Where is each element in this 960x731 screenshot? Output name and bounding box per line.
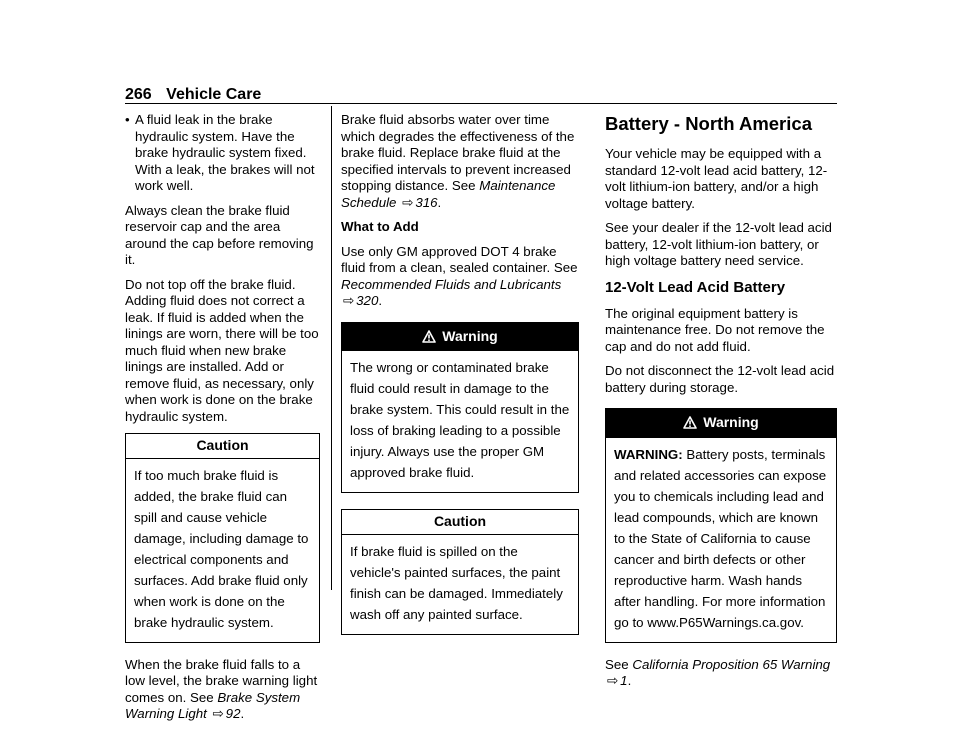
warning-box: [341, 322, 579, 494]
caution-body: If brake fluid is spilled on the vehicle's painted surfaces, the paint finish can be damaged. Immediately wash off any painted surface.: [350, 543, 563, 622]
warning-header: [606, 409, 836, 438]
paragraph-text: Use only GM approved DOT 4 brake fluid from a clean, sealed container. See: [341, 243, 578, 275]
paragraph-text: Brake fluid absorbs water over time which degrades the effectiveness of the brake fluid. Replace brake fluid at the specified intervals to prevent increased stopping distance. See: [341, 112, 575, 193]
caution-box: [341, 509, 579, 635]
xref-link-prop65[interactable]: California Proposition 65 Warning: [632, 656, 831, 672]
page-ref-arrow-icon: ⇨: [343, 293, 355, 308]
warning-triangle-icon: [683, 416, 697, 433]
paragraph-see-prop65: [605, 657, 837, 690]
warning-triangle-icon: [422, 330, 436, 347]
bullet-text: A fluid leak in the brake hydraulic system. Have the brake hydraulic system fixed. With a leak, the brakes will not work well.: [135, 112, 315, 193]
xref-link-maintenance-schedule[interactable]: Maintenance Schedule: [341, 178, 556, 210]
xref-page[interactable]: 92: [225, 706, 241, 721]
warning-label: WARNING:: [614, 446, 683, 462]
paragraph-text: When the brake fluid falls to a low level, the brake warning light comes on. See: [125, 656, 318, 705]
subheading-lead-acid: 12-Volt Lead Acid Battery: [605, 278, 786, 296]
warning-body: The wrong or contaminated brake fluid could result in damage to the brake system. This could result in the loss of braking leading to a possible injury. Always use the proper GM approved brake fluid.: [350, 360, 570, 480]
paragraph-reservoir-cap: Always clean the brake fluid reservoir cap and the area around the cap before removing it.: [125, 202, 314, 267]
caution-box: [125, 433, 320, 643]
page-ref-arrow-icon: ⇨: [212, 706, 224, 721]
warning-text: Battery posts, terminals and related accessories can expose you to chemicals including lead and lead compounds, which are known to the State of California to cause cancer and birth defects or other reproductive harm. Wash hands after handling. For more information go to www.P65Warnings.ca.gov.: [614, 446, 827, 630]
paragraph-text: See: [605, 656, 633, 672]
warning-header: [342, 323, 578, 352]
xref-page[interactable]: 320: [356, 293, 379, 308]
section-heading-battery: Battery - North America: [605, 113, 812, 134]
paragraph-battery-types: Your vehicle may be equipped with a standard 12-volt lead acid battery, 12-volt lithium-ion battery, and/or a high voltage battery.: [605, 146, 828, 211]
section-title: Vehicle Care: [166, 86, 262, 103]
sentence-end: .: [240, 706, 245, 721]
header-rule: [125, 103, 837, 104]
paragraph-storage: Do not disconnect the 12-volt lead acid battery during storage.: [605, 363, 835, 395]
xref-page[interactable]: 316: [415, 194, 438, 210]
paragraph-see-dealer: See your dealer if the 12-volt lead acid battery, 12-volt lithium-ion battery, or high voltage battery need service.: [605, 220, 832, 268]
subheading-what-to-add: What to Add: [341, 219, 419, 234]
warning-title: Warning: [442, 327, 498, 344]
caution-title: Caution: [126, 434, 319, 459]
warning-box: [605, 408, 837, 643]
warning-title: Warning: [703, 414, 759, 430]
sentence-end: .: [378, 293, 383, 308]
column-divider: [331, 106, 332, 590]
paragraph-maintenance-free: The original equipment battery is maintenance free. Do not remove the cap and do not add fluid.: [605, 305, 825, 354]
page-header: [125, 86, 261, 104]
page-number: 266: [125, 86, 152, 103]
caution-title: Caution: [342, 510, 578, 535]
sentence-end: .: [627, 673, 632, 688]
sentence-end: .: [437, 194, 442, 210]
paragraph-use-only: [341, 244, 579, 310]
paragraph-absorbs-water: [341, 112, 579, 211]
column-right: [605, 112, 837, 698]
paragraph-low-level: [125, 657, 320, 723]
column-left: [125, 112, 320, 731]
xref-link-brake-warning-light[interactable]: Brake System Warning Light: [125, 689, 301, 721]
xref-page[interactable]: 1: [620, 673, 628, 688]
warning-body: [606, 438, 836, 642]
xref-link-recommended-fluids[interactable]: Recommended Fluids and Lubricants: [341, 276, 562, 292]
bullet-marker: •: [125, 112, 130, 127]
page-ref-arrow-icon: ⇨: [607, 673, 619, 688]
paragraph-top-off: Do not top off the brake fluid. Adding fluid does not correct a leak. If fluid is added when the linings are worn, there will be too much fluid when new brake linings are installed. Add or remove fluid, as necessary, only when work is done on the brake hydraulic system.: [125, 276, 319, 424]
column-middle: [341, 112, 579, 649]
list-item: [125, 112, 320, 195]
page-ref-arrow-icon: ⇨: [402, 194, 414, 210]
caution-body: If too much brake fluid is added, the brake fluid can spill and cause vehicle damage, including damage to electrical components and surfaces. Add brake fluid only when work is done on the brake hydraulic system.: [134, 467, 309, 630]
